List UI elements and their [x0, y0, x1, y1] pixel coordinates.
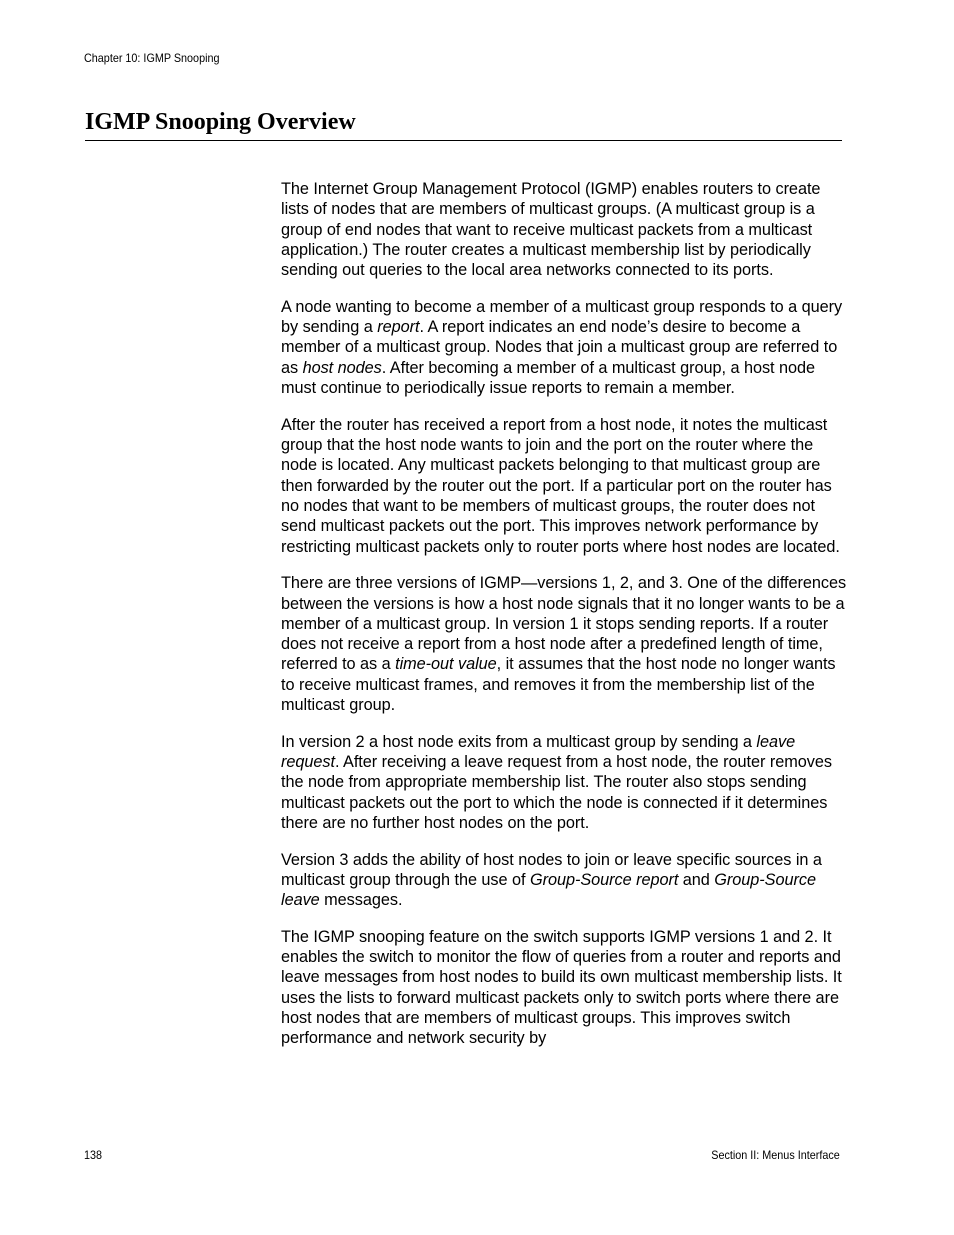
text-run: and [678, 870, 715, 889]
text-run: . A report indicates an end node’s desire to become a member of a multicast group. Nodes that join a multicast group are referred to as [281, 318, 838, 377]
text-run: . After becoming a member of a multicast group, a host node must continue to periodically issue reports to remain a member. [281, 358, 816, 398]
text-run: , it assumes that the host node no longer wants to receive multicast frames, and removes it from the membership list of the multicast group. [281, 655, 836, 714]
term-leave-request: leave request [281, 732, 796, 771]
text-run: In version 2 a host node exits from a multicast group by sending a [281, 732, 757, 751]
paragraph-router-forwarding: After the router has received a report from a host node, it notes the multicast group that the host node wants to join and the port on the router where the node is located. Any multicast packets belonging to that multicast group are then forwarded by the router out the port. If a particular port on the router has no nodes that want to be members of multicast groups, the router does not send multicast packets out the port. This improves network performance by restricting multicast packets only to router ports where host nodes are located. [281, 415, 840, 556]
text-run: A node wanting to become a member of a multicast group responds to a query by sending a [281, 297, 843, 337]
title-divider [85, 140, 842, 141]
paragraph-version-2 [281, 732, 847, 833]
term-group-source-report: Group-Source report [529, 870, 679, 889]
term-group-source-leave: Group-Source leave [281, 870, 816, 910]
paragraph-version-3 [281, 850, 847, 911]
term-report: report [377, 318, 420, 337]
running-header-chapter: Chapter 10: IGMP Snooping [84, 51, 220, 65]
page-number: 138 [84, 1148, 103, 1162]
text-run: There are three versions of IGMP—versions 1, 2, and 3. One of the differences between the versions is how a host node signals that it no longer wants to be a member of a multicast group. In version 1 it stops sending reports. If a router does not receive a report from a host node after a predefined length of time, referred to as a [281, 574, 847, 674]
term-time-out-value: time-out value [395, 655, 497, 674]
text-run: messages. [319, 891, 403, 910]
body-text [281, 179, 847, 1065]
text-run: Version 3 adds the ability of host nodes to join or leave specific sources in a multicast group through the use of [281, 850, 822, 889]
paragraph-snooping-feature: The IGMP snooping feature on the switch supports IGMP versions 1 and 2. It enables the switch to monitor the flow of queries from a router and reports and leave messages from host nodes to build its own multicast membership lists. It uses the lists to forward multicast packets only to switch ports where there are host nodes that are members of multicast groups. This improves switch performance and network security by [281, 927, 842, 1048]
paragraph-igmp-versions [281, 573, 847, 715]
text-run: . After receiving a leave request from a host node, the router removes the node from appropriate membership list. The router also stops sending multicast packets out the port to which the node is connected if it determines there are no further host nodes on the port. [281, 752, 832, 832]
paragraph-host-nodes [281, 297, 847, 398]
page-title: IGMP Snooping Overview [85, 109, 356, 135]
footer-section-title: Section II: Menus Interface [711, 1148, 840, 1162]
paragraph-igmp-intro: The Internet Group Management Protocol (IGMP) enables routers to create lists of nodes that are members of multicast groups. (A multicast group is a group of end nodes that want to receive multicast packets from a multicast application.) The router creates a multicast membership list by periodically sending out queries to the local area networks connected to its ports. [281, 180, 821, 280]
term-host-nodes: host nodes [302, 358, 382, 377]
